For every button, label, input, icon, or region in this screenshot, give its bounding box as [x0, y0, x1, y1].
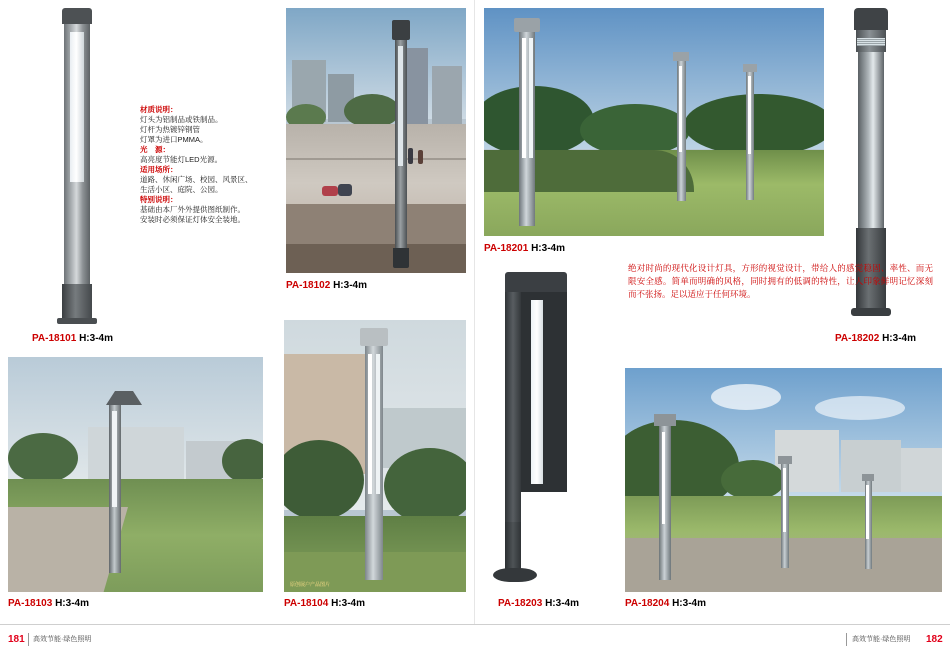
lamp-in-photo	[861, 474, 875, 568]
caption-pa-18104	[284, 598, 365, 609]
building	[88, 427, 184, 479]
lamp-cap	[106, 391, 142, 405]
lamp-in-photo	[653, 414, 677, 580]
lamp-base	[493, 568, 537, 582]
person-seated	[322, 186, 338, 196]
caption-height: H:3-4m	[545, 598, 579, 609]
pavement-joint	[286, 158, 466, 160]
lamp-panel	[521, 292, 567, 492]
caption-height: H:3-4m	[331, 598, 365, 609]
photo-note: 原创展户产品图片	[290, 582, 331, 588]
lamp-lens	[112, 411, 117, 507]
product-description: 绝对时尚的现代化设计灯具，方形的视觉设计，带给人的感觉稳固、率性、而无限安全感。简单而明确的风格，同时拥有的低调的特性，让人印象鲜明记忆深刻而不张扬。足以适应于任何环境。	[628, 263, 933, 299]
material-spec-block	[140, 105, 280, 225]
page-number-right: 182	[926, 634, 943, 645]
caption-pa-18102	[286, 280, 367, 291]
lamp-in-photo	[777, 456, 793, 568]
product-figure-pa-18203	[505, 272, 575, 592]
folio-rule-left	[28, 633, 29, 646]
spec-line-2: 灯杆为热镀锌钢管	[140, 125, 200, 134]
lamp-cap	[654, 414, 676, 426]
cloud	[711, 384, 781, 410]
cloud	[815, 396, 905, 420]
caption-code: PA-18204	[625, 598, 670, 609]
page-number-left: 181	[8, 634, 25, 645]
person-seated	[338, 184, 352, 196]
caption-height: H:3-4m	[333, 280, 367, 291]
lamp-in-photo	[104, 391, 126, 559]
tree	[222, 439, 263, 483]
lamp-louver	[857, 38, 885, 46]
spec-line-8: 生活小区、庭院、公园。	[140, 185, 223, 194]
tree	[8, 433, 78, 483]
lamp-lens	[866, 485, 869, 539]
caption-code: PA-18102	[286, 280, 331, 291]
caption-code: PA-18101	[32, 333, 77, 344]
lamp-lens	[531, 300, 543, 484]
caption-height: H:3-4m	[882, 333, 916, 344]
lamp-lens	[748, 76, 751, 154]
lamp-lens	[398, 46, 403, 166]
lamp-lens	[522, 38, 526, 158]
product-figure-pa-18101	[55, 8, 99, 328]
spec-line-4: 光 源：	[140, 145, 170, 154]
caption-height: H:3-4m	[79, 333, 113, 344]
lamp-lens	[858, 52, 884, 228]
caption-pa-18103	[8, 598, 89, 609]
footer-divider	[0, 624, 950, 625]
tree	[384, 448, 466, 524]
lamp-lens	[376, 354, 380, 494]
lamp-lens	[783, 468, 786, 532]
product-photo-pa-18204	[625, 368, 942, 592]
spec-line-5: 高亮度节能灯LED光源。	[140, 155, 223, 164]
lamp-base	[393, 248, 409, 268]
lamp-cap	[743, 64, 757, 72]
tree	[721, 460, 785, 500]
foreground-paving	[286, 244, 466, 273]
lamp-in-photo	[672, 52, 690, 198]
product-photo-pa-18102	[286, 8, 466, 273]
caption-pa-18203	[498, 598, 579, 609]
lamp-cap	[514, 18, 540, 32]
caption-code: PA-18104	[284, 598, 329, 609]
caption-height: H:3-4m	[55, 598, 89, 609]
caption-pa-18202	[835, 333, 916, 344]
caption-code: PA-18103	[8, 598, 53, 609]
lamp-foot	[57, 318, 97, 324]
person	[418, 150, 423, 164]
caption-code: PA-18201	[484, 243, 529, 254]
folio-rule-right	[846, 633, 847, 646]
lamp-in-photo	[356, 328, 392, 580]
spec-line-1: 灯头为铝制品或铁制品。	[140, 115, 223, 124]
lamp-pole	[505, 292, 521, 522]
lamp-foot	[851, 308, 891, 316]
lamp-cap	[862, 474, 874, 481]
spec-line-6: 适用场所：	[140, 165, 178, 174]
caption-pa-18201	[484, 243, 565, 254]
page-spine	[474, 0, 475, 625]
caption-height: H:3-4m	[531, 243, 565, 254]
lamp-lens	[368, 354, 372, 494]
lamp-lens	[662, 432, 665, 524]
lamp-in-photo	[742, 64, 758, 198]
lamp-base	[62, 284, 92, 320]
footer-text-right: 高效节能·绿色照明	[852, 636, 911, 643]
building	[901, 448, 942, 492]
lamp-cap	[62, 8, 92, 24]
lamp-cap	[360, 328, 388, 346]
lamp-in-photo	[512, 18, 542, 226]
lamp-cap	[392, 20, 410, 40]
building	[432, 66, 462, 124]
footer-text-left: 高效节能·绿色照明	[33, 636, 92, 643]
product-photo-pa-18201	[484, 8, 824, 236]
product-photo-pa-18104	[284, 320, 466, 592]
spec-line-11: 安装时必须保证灯体安全装地。	[140, 215, 245, 224]
lamp-head	[505, 272, 567, 292]
caption-pa-18101	[32, 333, 113, 344]
caption-pa-18204	[625, 598, 706, 609]
caption-code: PA-18202	[835, 333, 880, 344]
caption-height: H:3-4m	[672, 598, 706, 609]
spec-line-7: 道路、休闲广场、校园、风景区、	[140, 175, 253, 184]
spec-line-9: 特别说明：	[140, 195, 178, 204]
spec-line-3: 灯罩为进口PMMA。	[140, 135, 208, 144]
caption-code: PA-18203	[498, 598, 543, 609]
lamp-pole	[659, 426, 671, 580]
planter-wall	[286, 204, 466, 244]
product-photo-pa-18103	[8, 357, 263, 592]
lamp-cap	[854, 8, 888, 30]
lamp-lens	[529, 38, 533, 158]
lamp-cap	[778, 456, 792, 464]
lamp-cap	[673, 52, 689, 61]
lamp-in-photo	[392, 20, 410, 262]
spec-line-0: 材质说明：	[140, 105, 178, 114]
lamp-lens	[70, 32, 84, 182]
spec-line-10: 基础由本厂外外提供图纸制作。	[140, 205, 245, 214]
lamp-pole-lower	[505, 522, 521, 574]
lamp-lens	[679, 66, 682, 152]
